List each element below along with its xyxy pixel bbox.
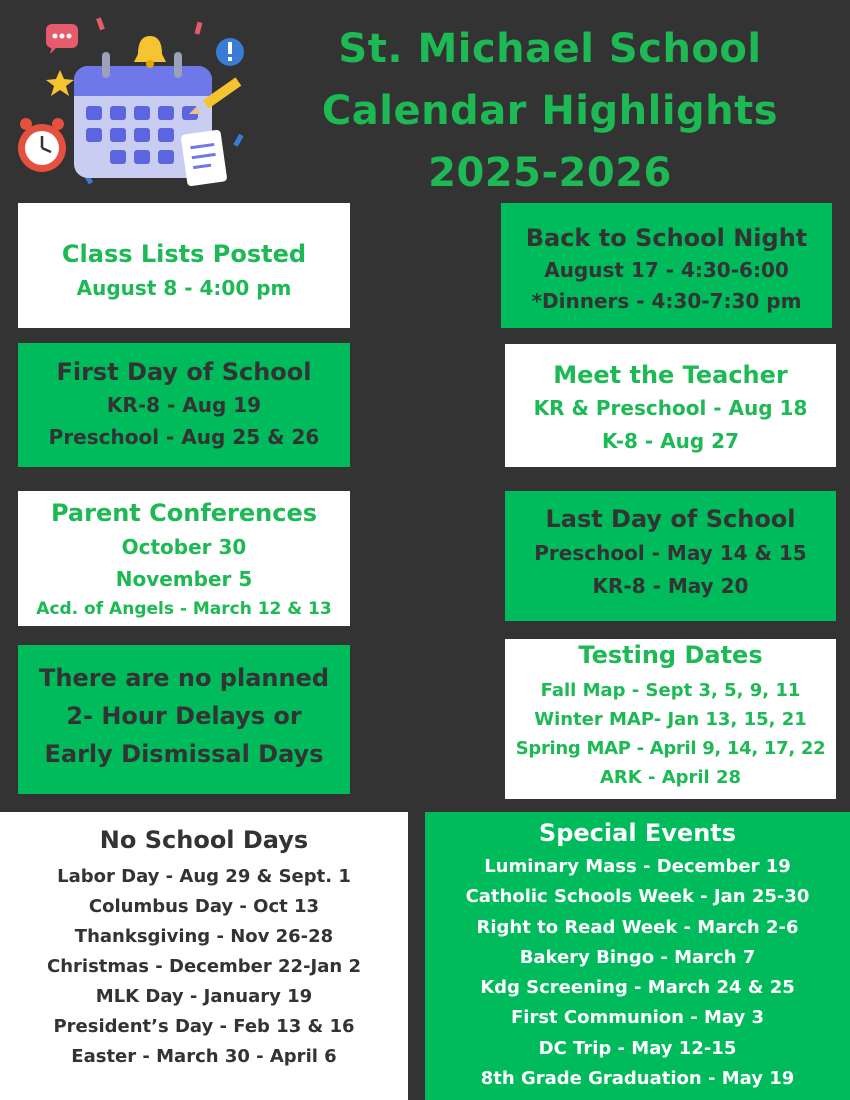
meet-teacher-line: K-8 - Aug 27	[601, 429, 740, 453]
page-title	[300, 18, 800, 204]
no-delays-box	[18, 645, 350, 794]
first-day-box	[18, 343, 350, 467]
class-lists-box	[18, 203, 350, 328]
no-school-days-line: Easter - March 30 - April 6	[71, 1046, 337, 1067]
no-delays-line: Early Dismissal Days	[44, 740, 324, 768]
no-school-days-line: Christmas - December 22-Jan 2	[47, 956, 361, 977]
back-to-school-box	[501, 203, 832, 328]
meet-teacher-line: KR & Preschool - Aug 18	[533, 396, 808, 420]
testing-dates-line: Fall Map - Sept 3, 5, 9, 11	[540, 680, 801, 701]
title-line-2: Calendar Highlights	[321, 88, 779, 134]
testing-dates-line: Spring MAP - April 9, 14, 17, 22	[515, 738, 826, 759]
back-to-school-line: August 17 - 4:30-6:00	[544, 258, 789, 282]
title-line-3: 2025-2026	[428, 150, 672, 196]
no-delays-line: 2- Hour Delays or	[66, 702, 302, 730]
last-day-line: Preschool - May 14 & 15	[534, 541, 807, 565]
last-day-title: Last Day of School	[545, 505, 796, 533]
special-events-line: First Communion - May 3	[510, 1007, 765, 1029]
parent-conferences-line: Acd. of Angels - March 12 & 13	[36, 599, 332, 619]
no-school-days-title: No School Days	[99, 826, 309, 854]
calendar-illustration-icon	[14, 14, 254, 190]
back-to-school-line: *Dinners - 4:30-7:30 pm	[531, 289, 802, 313]
special-events-line: Luminary Mass - December 19	[484, 856, 791, 877]
special-events-line: DC Trip - May 12-15	[538, 1037, 737, 1059]
special-events-line: Catholic Schools Week - Jan 25-30	[465, 886, 810, 908]
parent-conferences-line: November 5	[115, 567, 253, 591]
special-events-line: 8th Grade Graduation - May 19	[480, 1068, 795, 1090]
no-school-days-line: Thanksgiving - Nov 26-28	[74, 926, 334, 947]
no-school-days-line: MLK Day - January 19	[95, 986, 313, 1007]
title-line-1: St. Michael School	[338, 26, 762, 72]
class-lists-date: August 8 - 4:00 pm	[76, 276, 292, 300]
special-events-line: Kdg Screening - March 24 & 25	[480, 977, 795, 999]
first-day-line: Preschool - Aug 25 & 26	[48, 425, 320, 449]
testing-dates-title: Testing Dates	[578, 641, 763, 669]
back-to-school-title: Back to School Night	[525, 224, 808, 252]
meet-teacher-title: Meet the Teacher	[553, 361, 788, 389]
no-delays-line: There are no planned	[38, 664, 330, 692]
first-day-line: KR-8 - Aug 19	[106, 393, 262, 417]
special-events-box	[425, 812, 850, 1100]
parent-conferences-line: October 30	[121, 535, 247, 559]
no-school-days-line: Columbus Day - Oct 13	[88, 896, 320, 917]
special-events-title: Special Events	[538, 819, 737, 847]
testing-dates-line: Winter MAP- Jan 13, 15, 21	[534, 709, 807, 730]
class-lists-title: Class Lists Posted	[61, 240, 307, 268]
no-school-days-line: Labor Day - Aug 29 & Sept. 1	[57, 866, 351, 887]
meet-teacher-box	[505, 344, 836, 467]
testing-dates-line: ARK - April 28	[599, 767, 742, 788]
testing-dates-box	[505, 639, 836, 799]
last-day-line: KR-8 - May 20	[592, 574, 749, 598]
special-events-line: Bakery Bingo - March 7	[519, 946, 756, 968]
first-day-title: First Day of School	[56, 358, 312, 386]
special-events-line: Right to Read Week - March 2-6	[476, 916, 799, 938]
last-day-box	[505, 491, 836, 621]
parent-conferences-title: Parent Conferences	[50, 499, 318, 527]
no-school-days-line: President’s Day - Feb 13 & 16	[53, 1016, 355, 1037]
parent-conferences-box	[18, 491, 350, 626]
no-school-days-box	[0, 812, 408, 1100]
